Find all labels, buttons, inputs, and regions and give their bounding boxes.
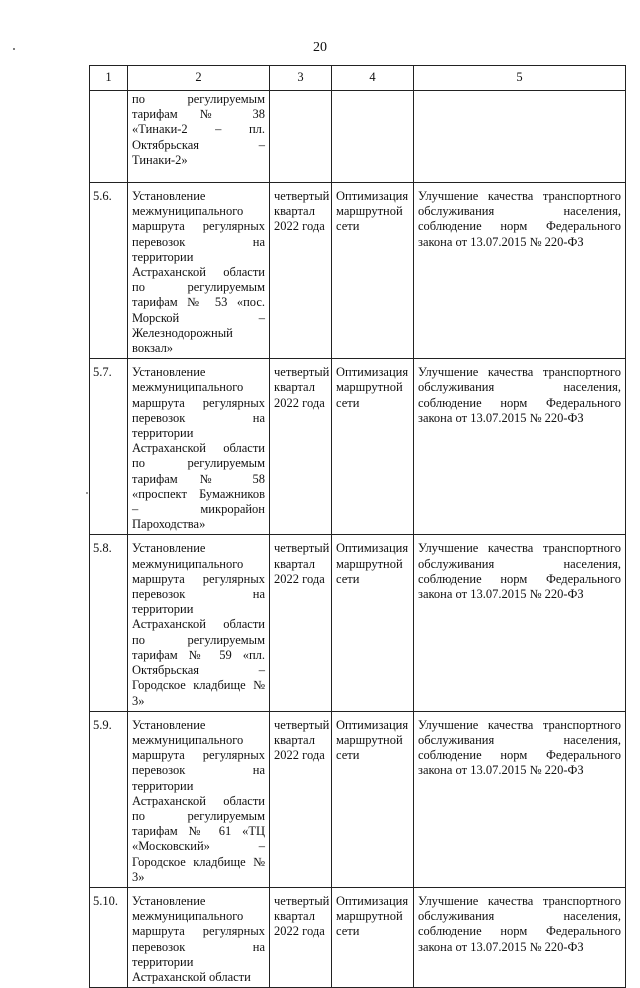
scan-speck	[86, 492, 88, 494]
row-number: 5.9.	[90, 711, 128, 887]
table-header-row	[90, 66, 626, 91]
expected-effect: Улучшение качества транспортного обслуживания населения, соблюдение норм Федерального закона от 13.07.2015 № 220-ФЗ	[414, 183, 626, 359]
measure-description: Установление межмуниципального маршрута регулярных перевозок на территории Астраханской области	[128, 887, 270, 987]
row-number	[90, 91, 128, 183]
row-number: 5.6.	[90, 183, 128, 359]
expected-result: Оптимизация маршрутной сети	[332, 183, 414, 359]
deadline: четвертый квартал 2022 года	[270, 359, 332, 535]
expected-result: Оптимизация маршрутной сети	[332, 887, 414, 987]
table-row	[90, 183, 626, 359]
measure-description: Установление межмуниципального маршрута регулярных перевозок на территории Астраханской области по регулируемым тарифам № 61 «ТЦ «Московский» – Городское кладбище № 3»	[128, 711, 270, 887]
measure-description: Установление межмуниципального маршрута регулярных перевозок на территории Астраханской области по регулируемым тарифам № 58 «проспект Бумажников – микрорайон Пароходства»	[128, 359, 270, 535]
expected-result: Оптимизация маршрутной сети	[332, 535, 414, 711]
expected-result	[332, 91, 414, 183]
deadline: четвертый квартал 2022 года	[270, 535, 332, 711]
table-row	[90, 711, 626, 887]
measures-table	[89, 65, 626, 988]
expected-effect: Улучшение качества транспортного обслуживания населения, соблюдение норм Федерального закона от 13.07.2015 № 220-ФЗ	[414, 711, 626, 887]
expected-result: Оптимизация маршрутной сети	[332, 711, 414, 887]
table-row	[90, 359, 626, 535]
expected-effect: Улучшение качества транспортного обслуживания населения, соблюдение норм Федерального закона от 13.07.2015 № 220-ФЗ	[414, 535, 626, 711]
expected-effect	[414, 91, 626, 183]
deadline: четвертый квартал 2022 года	[270, 711, 332, 887]
column-header: 5	[414, 66, 626, 91]
measure-description: Установление межмуниципального маршрута регулярных перевозок на территории Астраханской области по регулируемым тарифам № 59 «пл. Октябрьская – Городское кладбище № 3»	[128, 535, 270, 711]
table-row	[90, 535, 626, 711]
row-number: 5.8.	[90, 535, 128, 711]
deadline: четвертый квартал 2022 года	[270, 183, 332, 359]
expected-effect: Улучшение качества транспортного обслуживания населения, соблюдение норм Федерального закона от 13.07.2015 № 220-ФЗ	[414, 887, 626, 987]
column-header: 4	[332, 66, 414, 91]
deadline	[270, 91, 332, 183]
column-header: 2	[128, 66, 270, 91]
expected-effect: Улучшение качества транспортного обслуживания населения, соблюдение норм Федерального закона от 13.07.2015 № 220-ФЗ	[414, 359, 626, 535]
deadline: четвертый квартал 2022 года	[270, 887, 332, 987]
row-number: 5.7.	[90, 359, 128, 535]
table-row-continuation	[90, 91, 626, 183]
measure-description: Установление межмуниципального маршрута регулярных перевозок на территории Астраханской области по регулируемым тарифам № 53 «пос. Морской – Железнодорожный вокзал»	[128, 183, 270, 359]
row-number: 5.10.	[90, 887, 128, 987]
column-header: 1	[90, 66, 128, 91]
page-number: 20	[313, 40, 327, 55]
table-row	[90, 887, 626, 987]
expected-result: Оптимизация маршрутной сети	[332, 359, 414, 535]
measure-description: по регулируемым тарифам № 38 «Тинаки-2 – пл. Октябрьская – Тинаки-2»	[128, 91, 270, 183]
column-header: 3	[270, 66, 332, 91]
